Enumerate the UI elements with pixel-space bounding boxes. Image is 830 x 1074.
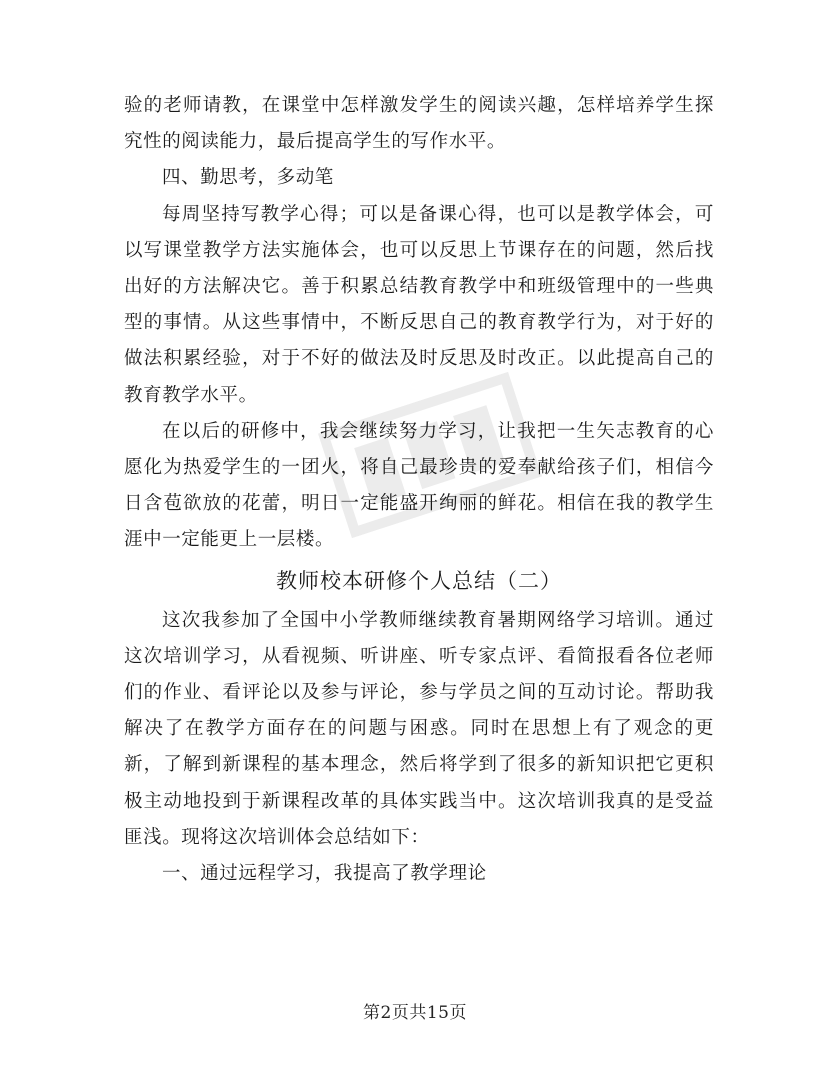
section-title: 教师校本研修个人总结（二） — [276, 568, 562, 593]
paragraph-continued: 验的老师请教，在课堂中怎样激发学生的阅读兴趣，怎样培养学生探究性的阅读能力，最后提高学生的写作水平。 — [124, 95, 714, 153]
paragraph-future: 在以后的研修中，我会继续努力学习，让我把一生矢志教育的心愿化为热爱学生的一团火，将自己最珍贵的爱奉献给孩子们，相信今日含苞欲放的花蕾，明日一定能盛开绚丽的鲜花。相信在我的教学生涯中一定能更上一层楼。 — [124, 420, 714, 551]
page-number-footer: 第2页共15页 — [363, 1003, 467, 1023]
document-body — [124, 88, 714, 892]
section-heading-4: 四、勤思考，多动笔 — [162, 167, 334, 189]
subheading-1: 一、通过远程学习，我提高了教学理论 — [162, 863, 487, 885]
paragraph-reflection: 每周坚持写教学心得；可以是备课心得，也可以是教学体会，可以写课堂教学方法实施体会，也可以反思上节课存在的问题，然后找出好的方法解决它。善于积累总结教育教学中和班级管理中的一些典型的事情。从这些事情中，不断反思自己的教育教学行为，对于好的做法积累经验，对于不好的做法及时反思及时改正。以此提高自己的教育教学水平。 — [124, 203, 714, 406]
paragraph-training: 这次我参加了全国中小学教师继续教育暑期网络学习培训。通过这次培训学习，从看视频、听讲座、听专家点评、看简报看各位老师们的作业、看评论以及参与评论，参与学员之间的互动讨论。帮助我解决了在教学方面存在的问题与困惑。同时在思想上有了观念的更新，了解到新课程的基本理念，然后将学到了很多的新知识把它更积极主动地投到于新课程改革的具体实践当中。这次培训我真的是受益匪浅。现将这次培训体会总结如下： — [124, 609, 714, 848]
